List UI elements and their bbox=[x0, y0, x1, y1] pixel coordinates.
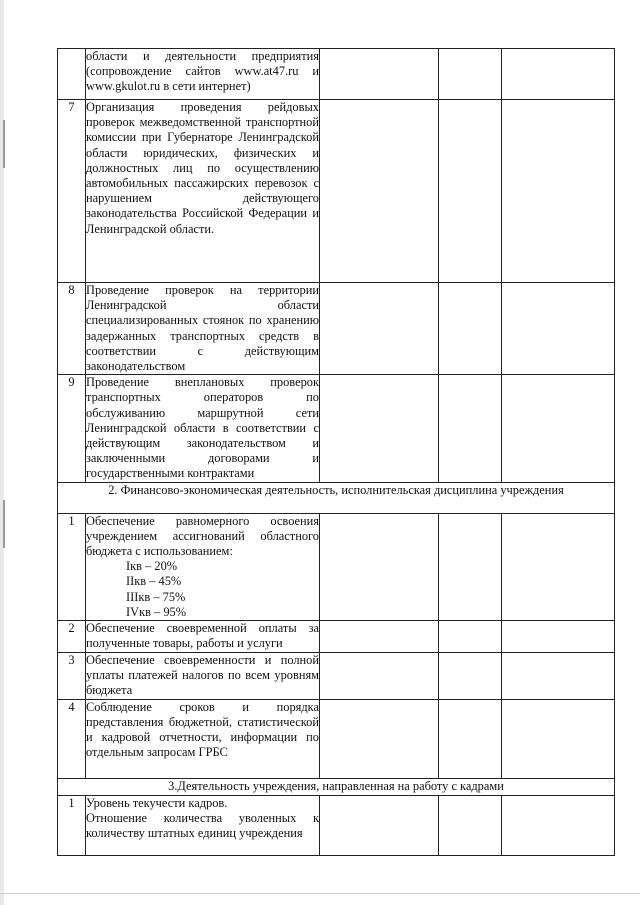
criterion-cell bbox=[86, 513, 320, 620]
empty-cell bbox=[439, 513, 502, 620]
empty-cell bbox=[320, 653, 439, 700]
empty-cell bbox=[439, 375, 502, 482]
empty-cell bbox=[502, 283, 615, 375]
table-row bbox=[58, 795, 615, 855]
section-header-row bbox=[58, 778, 615, 795]
table-row bbox=[58, 49, 615, 100]
criterion-text: области и деятельности предприятия (сопровождение сайтов www.at47.ru и www.gkulot.ru в сети интернет) bbox=[86, 49, 320, 100]
row-number: 3 bbox=[58, 653, 86, 700]
row-number: 1 bbox=[58, 513, 86, 620]
empty-cell bbox=[320, 699, 439, 778]
table-row bbox=[58, 100, 615, 283]
empty-cell bbox=[320, 283, 439, 375]
criterion-text: Обеспечение своевременной оплаты за полученные товары, работы и услуги bbox=[86, 621, 320, 653]
criterion-text: Проведение внеплановых проверок транспортных операторов по обслуживанию маршрутной сети Ленинградской области в соответствии с действующим законодательством и заключенными договорами и государственными контрактами bbox=[86, 375, 319, 481]
row-number: 1 bbox=[58, 795, 86, 855]
criteria-table bbox=[57, 48, 615, 856]
criterion-heading: Уровень текучести кадров. bbox=[86, 795, 228, 810]
empty-cell bbox=[320, 100, 439, 283]
empty-cell bbox=[439, 653, 502, 700]
criterion-text: Организация проведения рейдовых проверок межведомственной транспортной комиссии при Губернаторе Ленинградской области юридических, физических и должностных лиц по осуществлению автомобильных пассажирских перевозок с нарушением действующего законодательства Российской Федерации и Ленинградской области. bbox=[86, 100, 320, 283]
empty-cell bbox=[320, 795, 439, 855]
empty-cell bbox=[502, 513, 615, 620]
criterion-text: Проведение проверок на территории Ленинградской области специализированных стоянок по хранению задержанных транспортных средств в соответствии с действующим законодательством bbox=[86, 283, 319, 374]
empty-cell bbox=[502, 375, 615, 482]
margin-mark bbox=[3, 500, 5, 548]
empty-cell bbox=[502, 653, 615, 700]
empty-cell bbox=[502, 100, 615, 283]
page-bottom-rule bbox=[0, 893, 640, 894]
quarter-target: Iкв – 20% bbox=[126, 559, 178, 574]
quarter-target: IVкв – 95% bbox=[126, 604, 187, 619]
empty-cell bbox=[439, 699, 502, 778]
section-header-row bbox=[58, 482, 615, 513]
number-cell bbox=[58, 49, 86, 100]
empty-cell bbox=[502, 621, 615, 653]
empty-cell bbox=[439, 621, 502, 653]
empty-cell bbox=[439, 49, 502, 100]
margin-mark bbox=[3, 120, 5, 168]
section-title: 2. Финансово-экономическая деятельность, исполнительская дисциплина учреждения bbox=[58, 482, 615, 513]
table-row bbox=[58, 621, 615, 653]
table-row bbox=[58, 283, 615, 375]
criterion-text: Обеспечение равномерного освоения учреждением ассигнований областного бюджета с использованием: bbox=[86, 513, 319, 559]
empty-cell bbox=[320, 621, 439, 653]
row-number: 7 bbox=[58, 100, 86, 283]
section-title: 3.Деятельность учреждения, направленная на работу с кадрами bbox=[58, 778, 615, 795]
quarter-target: IIIкв – 75% bbox=[126, 589, 186, 604]
empty-cell bbox=[320, 375, 439, 482]
empty-cell bbox=[502, 795, 615, 855]
criterion-text: Соблюдение сроков и порядка представления бюджетной, статистической и кадровой отчетности, информации по отдельным запросам ГРБС bbox=[86, 699, 320, 778]
criterion-cell bbox=[86, 795, 320, 855]
row-number: 9 bbox=[58, 375, 86, 482]
table-row bbox=[58, 653, 615, 700]
empty-cell bbox=[439, 100, 502, 283]
empty-cell bbox=[320, 49, 439, 100]
row-number: 4 bbox=[58, 699, 86, 778]
empty-cell bbox=[439, 795, 502, 855]
criterion-text: Обеспечение своевременности и полной уплаты платежей налогов по всем уровням бюджета bbox=[86, 653, 319, 698]
table-row bbox=[58, 375, 615, 482]
empty-cell bbox=[320, 513, 439, 620]
table-row bbox=[58, 699, 615, 778]
row-number: 2 bbox=[58, 621, 86, 653]
empty-cell bbox=[502, 699, 615, 778]
empty-cell bbox=[439, 283, 502, 375]
quarter-target: IIкв – 45% bbox=[126, 574, 182, 589]
empty-cell bbox=[502, 49, 615, 100]
row-number: 8 bbox=[58, 283, 86, 375]
criterion-text: Отношение количества уволенных к количеству штатных единиц учреждения bbox=[86, 810, 319, 841]
table-row bbox=[58, 513, 615, 620]
